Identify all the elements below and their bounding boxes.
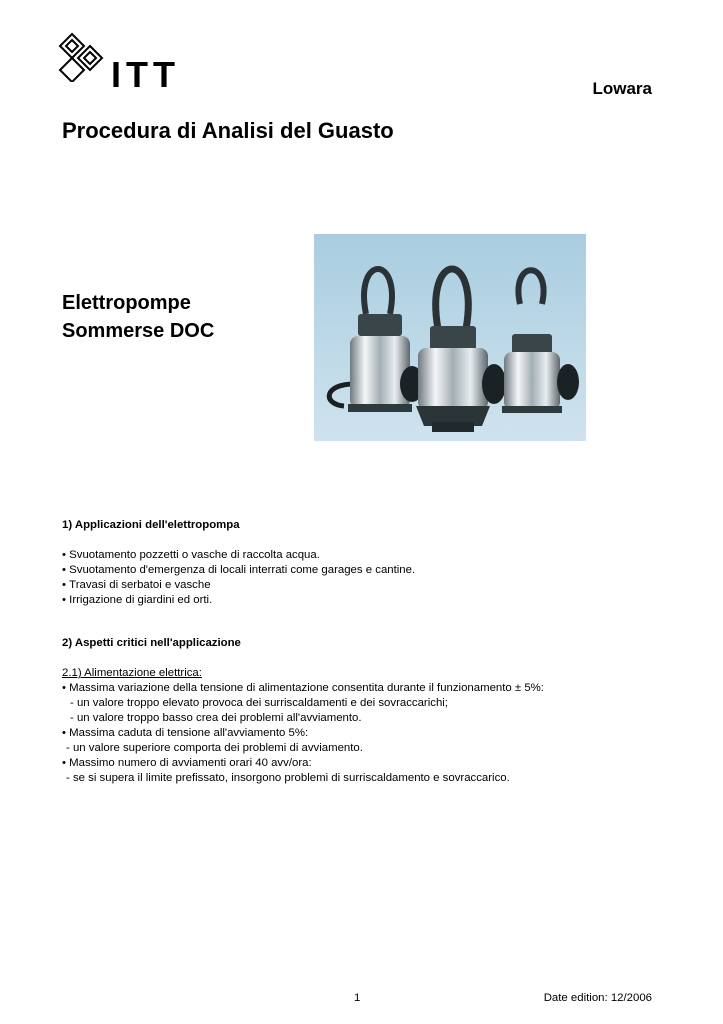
text-line: • Massimo numero di avviamenti orari 40 avv/ora: [62,757,312,769]
text-line: - se si supera il limite prefissato, insorgono problemi di surriscaldamento e sovraccarico. [66,772,510,784]
text-line: - un valore troppo elevato provoca dei surriscaldamenti e dei sovraccarichi; [70,697,448,709]
section-applications [62,518,415,608]
text-line: • Massima variazione della tensione di alimentazione consentita durante il funzionamento ± 5%: [62,682,544,694]
product-title-line2: Sommerse DOC [62,320,215,342]
page-title: Procedura di Analisi del Guasto [62,118,394,143]
applications-list [62,548,415,608]
pump-photo [314,234,586,441]
text-line: - un valore troppo basso crea dei problemi all'avviamento. [70,712,362,724]
product-title-line1: Elettropompe [62,292,191,314]
sub-heading: 2.1) Alimentazione elettrica: [62,667,202,679]
text-line: • Massima caduta di tensione all'avviamento 5%: [62,727,309,739]
list-item: • Svuotamento d'emergenza di locali interrati come garages e cantine. [62,563,415,578]
list-item: • Travasi di serbatoi e vasche [62,578,415,593]
section-heading: 1) Applicazioni dell'elettropompa [62,519,240,531]
company-name: Lowara [592,79,652,98]
section-critical-aspects [62,636,544,786]
list-item: • Irrigazione di giardini ed orti. [62,593,415,608]
list-item: • Svuotamento pozzetti o vasche di raccolta acqua. [62,548,415,563]
page-number: 1 [354,992,361,1004]
product-title [62,289,214,345]
edition-date: Date edition: 12/2006 [543,992,652,1004]
brand-name: ITT [111,54,180,95]
text-line: - un valore superiore comporta dei problemi di avviamento. [66,742,363,754]
section-heading: 2) Aspetti critici nell'applicazione [62,637,241,649]
itt-logo-icon [58,32,104,82]
